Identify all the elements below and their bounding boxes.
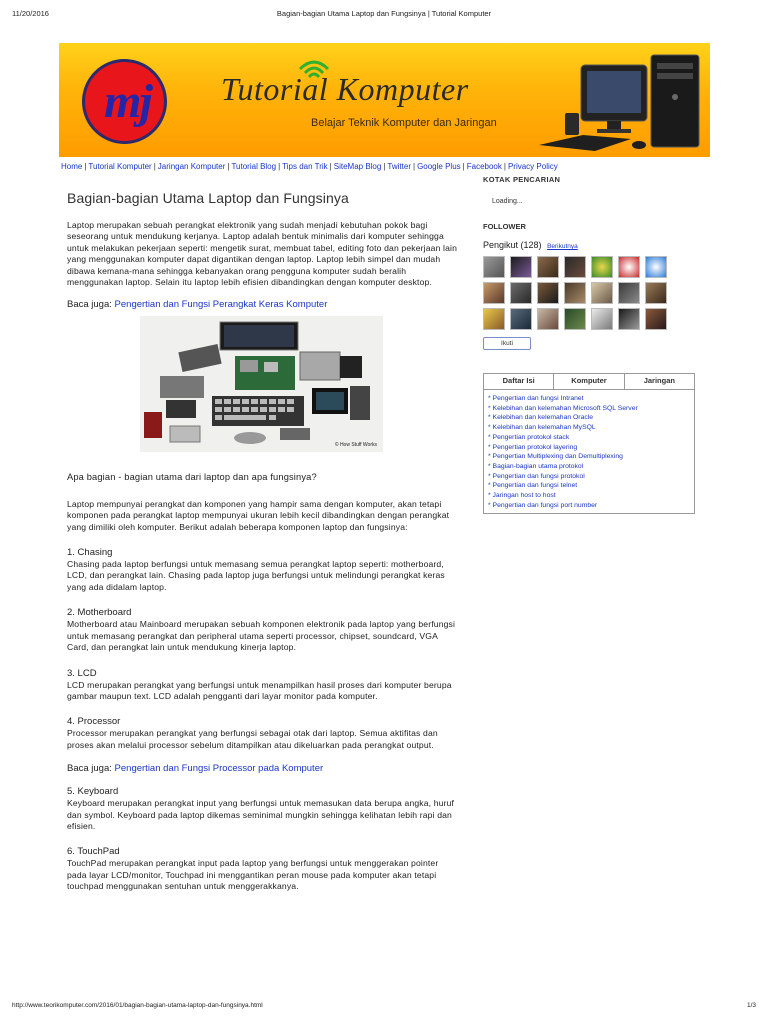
nav-jaringan-komputer[interactable]: Jaringan Komputer bbox=[157, 162, 226, 171]
nav-facebook[interactable]: Facebook bbox=[466, 162, 502, 171]
follower-avatar[interactable] bbox=[564, 308, 586, 330]
nav-separator: | bbox=[412, 162, 416, 171]
print-page-number: 1/3 bbox=[746, 1002, 756, 1009]
post-list-item[interactable]: * Kelebihan dan kelemahan MySQL bbox=[488, 424, 596, 432]
section-heading-chasing: 1. Chasing bbox=[67, 547, 113, 559]
follower-avatar[interactable] bbox=[618, 308, 640, 330]
post-question: Apa bagian - bagian utama dari laptop dan apa fungsinya? bbox=[67, 472, 317, 483]
section-body-lcd: LCD merupakan perangkat yang berfungsi untuk menampilkan hasil proses dari komputer berupa gambar maupun text. LCD adalah pengganti dari layar monitor pada komputer. bbox=[67, 679, 452, 701]
post-intro: Laptop merupakan sebuah perangkat elektronik yang sudah menjadi kebutuhan pokok bagi seseorang untuk mendukung kerjanya. Laptop adalah bentuk minimalis dari komputer sehingga untuk melakukan pekerjaan seperti: mengetik surat, membuat tabel, editing foto dan pekerjaan lain yang menggunakan komputer dapat digantikan dengan laptop. Laptop lebih simpel dan mudah dibawa kemana-mana sehingga kebanyakan orang pengguna komputer sudah beralih menggunakan laptop. Selain itu laptop lebih efisien dibandingkan dengan komputer desktop. bbox=[67, 220, 458, 288]
tab-jaringan[interactable]: Jaringan bbox=[643, 376, 675, 385]
read-also-2 bbox=[67, 763, 460, 774]
section-heading-lcd: 3. LCD bbox=[67, 667, 97, 679]
follower-avatar[interactable] bbox=[564, 256, 586, 278]
post-list-item[interactable]: * Jaringan host to host bbox=[488, 492, 556, 500]
follower-avatars bbox=[483, 256, 695, 330]
nav-home[interactable]: Home bbox=[61, 162, 83, 171]
read-also-link-hardware[interactable]: Pengertian dan Fungsi Perangkat Keras Komputer bbox=[114, 299, 328, 311]
logo-text: mj bbox=[104, 75, 151, 128]
post-list-item[interactable]: * Pengertian dan fungsi Intranet bbox=[488, 395, 584, 402]
section-body-processor: Processor merupakan perangkat yang berfungsi sebagai otak dari laptop. Semua aktifitas dan proses akan melalui processor sebelum ditampilkan atau dikeluarkan pada perangkat output. bbox=[67, 728, 438, 750]
follower-avatar[interactable] bbox=[591, 256, 613, 278]
follower-avatar[interactable] bbox=[645, 308, 667, 330]
follower-avatar[interactable] bbox=[618, 256, 640, 278]
nav-separator: | bbox=[329, 162, 332, 171]
follower-count-text: Pengikut (128) bbox=[483, 240, 542, 250]
photo-credit: © How Stuff Works bbox=[334, 442, 377, 449]
tab-daftar-isi[interactable]: Daftar Isi bbox=[484, 374, 554, 389]
site-subtitle: Belajar Teknik Komputer dan Jaringan bbox=[311, 117, 497, 129]
follow-button[interactable]: Ikuti bbox=[483, 337, 531, 350]
follower-avatar[interactable] bbox=[537, 256, 559, 278]
desktop-computer-icon bbox=[535, 53, 705, 153]
read-also-1 bbox=[67, 299, 460, 310]
read-also-label: Baca juga: bbox=[67, 763, 112, 775]
tab-komputer[interactable]: Komputer bbox=[554, 374, 624, 389]
post-list-item[interactable]: * Pengertian dan fungsi port number bbox=[488, 501, 598, 509]
follower-avatar[interactable] bbox=[591, 282, 613, 304]
section-heading-processor: 4. Processor bbox=[67, 716, 121, 728]
follower-avatar[interactable] bbox=[483, 308, 505, 330]
print-header bbox=[0, 9, 768, 23]
print-url: http://www.teorikomputer.com/2016/01/bagian-bagian-utama-laptop-dan-fungsinya.html bbox=[12, 1002, 263, 1009]
nav-separator: | bbox=[383, 162, 386, 171]
section-heading-keyboard: 5. Keyboard bbox=[67, 786, 119, 798]
follower-avatar[interactable] bbox=[564, 282, 586, 304]
top-nav bbox=[61, 162, 711, 171]
follower-avatar[interactable] bbox=[645, 282, 667, 304]
sidebar bbox=[483, 175, 695, 514]
follower-avatar[interactable] bbox=[645, 256, 667, 278]
follower-avatar[interactable] bbox=[537, 282, 559, 304]
follower-avatar[interactable] bbox=[483, 282, 505, 304]
nav-tips-dan-trik[interactable]: Tips dan Trik bbox=[282, 162, 328, 171]
post-list-item[interactable]: * Pengertian Multiplexing dan Demultiplexing bbox=[488, 453, 623, 461]
follower-avatar[interactable] bbox=[591, 308, 613, 330]
nav-separator: | bbox=[227, 162, 230, 171]
post-list-item[interactable]: * Pengertian dan fungsi protokol bbox=[488, 472, 585, 480]
nav-google-plus[interactable]: Google Plus bbox=[417, 162, 461, 171]
follower-avatar[interactable] bbox=[510, 282, 532, 304]
follower-avatar[interactable] bbox=[483, 256, 505, 278]
section-heading-motherboard: 2. Motherboard bbox=[67, 607, 132, 619]
tab-row bbox=[484, 374, 694, 390]
followers-next-link[interactable]: Berikutnya bbox=[547, 243, 578, 250]
read-also-label: Baca juga: bbox=[67, 299, 112, 311]
nav-separator: | bbox=[84, 162, 87, 171]
site-banner[interactable] bbox=[59, 43, 710, 157]
nav-separator: | bbox=[153, 162, 156, 171]
nav-separator: | bbox=[278, 162, 281, 171]
section-heading-touchpad: 6. TouchPad bbox=[67, 846, 120, 858]
site-title: Tutorial Komputer bbox=[221, 71, 469, 107]
nav-tutorial-komputer[interactable]: Tutorial Komputer bbox=[88, 162, 152, 171]
print-title: Bagian-bagian Utama Laptop dan Fungsinya | Tutorial Komputer bbox=[276, 9, 492, 18]
laptop-parts-illustration bbox=[140, 316, 383, 452]
nav-separator: | bbox=[503, 162, 506, 171]
section-body-motherboard: Motherboard atau Mainboard merupakan sebuah komponen elektronik pada laptop yang berfungsi untuk memasang perangkat dan peripheral utama seperti processor, chipset, soundcard, VGA Card, dan perangkat lain untuk mendukung kinerja laptop. bbox=[67, 619, 456, 653]
post-list-item[interactable]: * Pengertian protokol stack bbox=[488, 433, 570, 441]
post-list-item[interactable]: * Kelebihan dan kelemahan Microsoft SQL Server bbox=[488, 404, 638, 412]
search-loading-text: Loading... bbox=[492, 198, 523, 205]
section-body-touchpad: TouchPad merupakan perangkat input pada laptop yang berfungsi untuk menggerakan pointer pada layar LCD/monitor, Touchpad ini menggantikan peran mouse pada komputer akan tetapi touchpad menggunakan sentuhan untuk menggerakkanya. bbox=[67, 858, 439, 892]
follower-avatar[interactable] bbox=[618, 282, 640, 304]
follower-avatar[interactable] bbox=[510, 308, 532, 330]
post-components-intro: Laptop mempunyai perangkat dan komponen yang hampir sama dengan komputer, akan tetapi komponen pada perangkat laptop mempunyai ukuran lebih kecil dibandingkan dengan perangkat yang dimiliki oleh komputer. Berikut adalah beberapa komponen laptop dan fungsinya: bbox=[67, 498, 450, 532]
nav-privacy-policy[interactable]: Privacy Policy bbox=[507, 162, 558, 171]
print-date: 11/20/2016 bbox=[12, 9, 49, 18]
search-box-title: KOTAK PENCARIAN bbox=[483, 175, 561, 184]
read-also-link-processor[interactable]: Pengertian dan Fungsi Processor pada Komputer bbox=[114, 763, 324, 775]
section-body-chasing: Chasing pada laptop berfungsi untuk memasang semua perangkat laptop seperti: motherboard, LCD, dan perangkat lain. Chasing pada laptop juga berfungsi untuk melindungi perangkat keras yang ada didalam laptop. bbox=[67, 559, 445, 592]
follower-count bbox=[483, 240, 695, 250]
follower-avatar[interactable] bbox=[510, 256, 532, 278]
post-body bbox=[67, 190, 460, 904]
nav-tutorial-blog[interactable]: Tutorial Blog bbox=[231, 162, 277, 171]
laptop-parts-photo bbox=[140, 316, 383, 452]
follower-avatar[interactable] bbox=[537, 308, 559, 330]
post-list-item[interactable]: * Kelebihan dan kelemahan Oracle bbox=[488, 414, 594, 422]
post-list bbox=[484, 390, 694, 513]
nav-separator: | bbox=[462, 162, 465, 171]
nav-sitemap-blog[interactable]: SiteMap Blog bbox=[333, 162, 382, 171]
post-list-item[interactable]: * Pengertian dan fungsi telnet bbox=[488, 482, 578, 490]
section-body-keyboard: Keyboard merupakan perangkat input yang berfungsi untuk memasukan data berupa angka, huruf dan symbol. Keyboard pada laptop dikemas seminimal mungkin sehingga kelihatan lebih rapi dan efisien. bbox=[67, 798, 455, 831]
follower-title: FOLLOWER bbox=[483, 222, 526, 231]
post-title: Bagian-bagian Utama Laptop dan Fungsinya bbox=[67, 190, 349, 206]
post-list-item[interactable]: * Pengertian protokol layering bbox=[488, 443, 578, 451]
nav-twitter[interactable]: Twitter bbox=[387, 162, 411, 171]
content-tabs bbox=[483, 373, 695, 514]
post-list-item[interactable]: * Bagian-bagian utama protokol bbox=[488, 462, 584, 470]
site-logo[interactable] bbox=[82, 59, 167, 144]
